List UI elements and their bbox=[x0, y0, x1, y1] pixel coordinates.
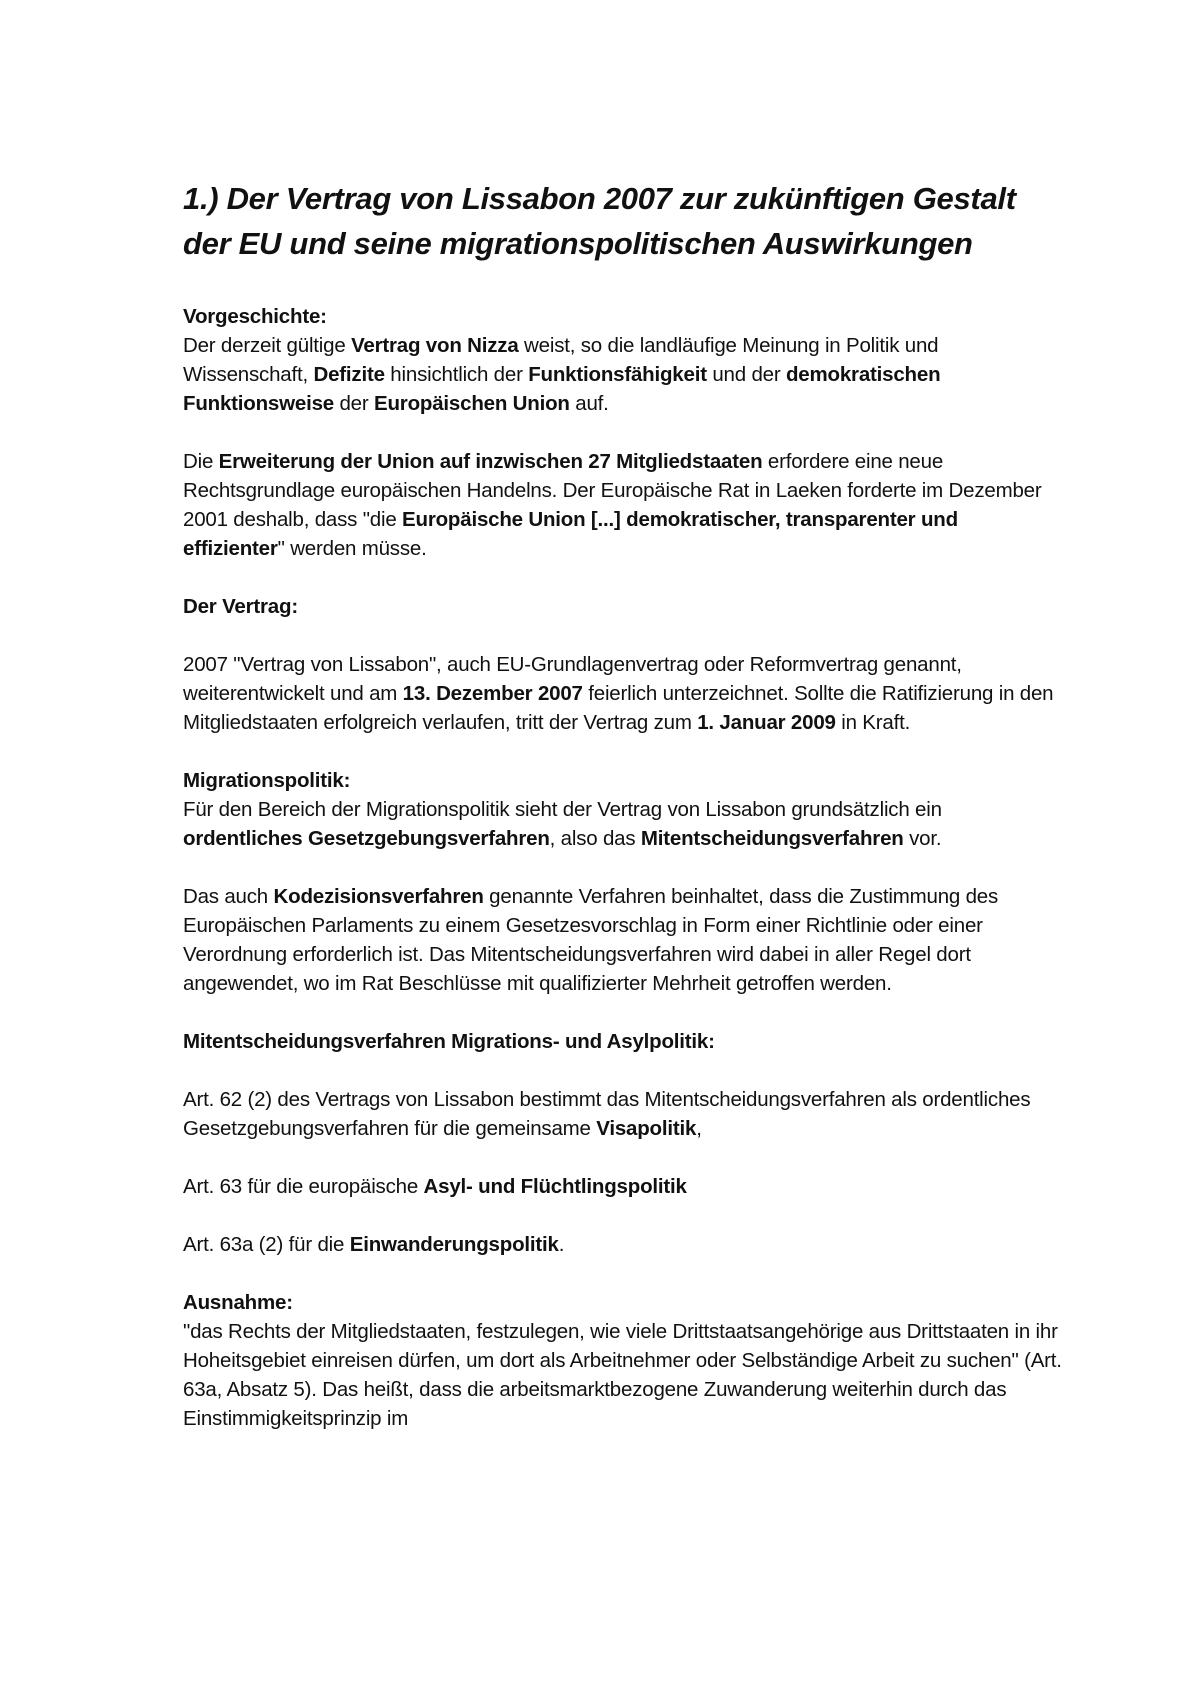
paragraph-mitentscheidung-3: Art. 63a (2) für die Einwanderungspolitik. bbox=[183, 1233, 565, 1256]
paragraph-migrationspolitik-1: Für den Bereich der Migrationspolitik sieht der Vertrag von Lissabon grundsätzlich ein ordentliches Gesetzgebungsverfahren, also das Mitentscheidungsverfahren vor. bbox=[183, 798, 942, 850]
paragraph-ausnahme-1: "das Rechts der Mitgliedstaaten, festzulegen, wie viele Drittstaatsangehörige aus Drittstaaten in ihr Hoheitsgebiet einreisen dürfen, um dort als Arbeitnehmer oder Selbständige Arbeit zu suchen" (Art. 63a, Absatz 5). Das heißt, dass die arbeitsmarktbezogene Zuwanderung weiterhin durch das Einstimmigkeitsprinzip im bbox=[183, 1320, 1062, 1430]
section-heading-vertrag: Der Vertrag: bbox=[183, 595, 298, 618]
section-heading-migrationspolitik: Migrationspolitik: bbox=[183, 769, 351, 792]
section-heading-ausnahme: Ausnahme: bbox=[183, 1291, 293, 1314]
document-body bbox=[183, 176, 1063, 1433]
section-heading-mitentscheidung: Mitentscheidungsverfahren Migrations- und Asylpolitik: bbox=[183, 1030, 715, 1053]
document-title: 1.) Der Vertrag von Lissabon 2007 zur zukünftigen Gestalt der EU und seine migrationspolitischen Auswirkungen bbox=[183, 181, 1016, 261]
paragraph-vorgeschichte-1: Der derzeit gültige Vertrag von Nizza weist, so die landläufige Meinung in Politik und Wissenschaft, Defizite hinsichtlich der Funktionsfähigkeit und der demokratischen Funktionsweise der Europäischen Union auf. bbox=[183, 334, 941, 415]
paragraph-vorgeschichte-2: Die Erweiterung der Union auf inzwischen 27 Mitgliedstaaten erfordere eine neue Rechtsgrundlage europäischen Handelns. Der Europäische Rat in Laeken forderte im Dezember 2001 deshalb, dass "die Europäische Union [...] demokratischer, transparenter und effizienter" werden müsse. bbox=[183, 450, 1042, 560]
paragraph-migrationspolitik-2: Das auch Kodezisionsverfahren genannte Verfahren beinhaltet, dass die Zustimmung des Europäischen Parlaments zu einem Gesetzesvorschlag in Form einer Richtlinie oder einer Verordnung erforderlich ist. Das Mitentscheidungsverfahren wird dabei in aller Regel dort angewendet, wo im Rat Beschlüsse mit qualifizierter Mehrheit getroffen werden. bbox=[183, 885, 999, 995]
paragraph-vertrag-1: 2007 "Vertrag von Lissabon", auch EU-Grundlagenvertrag oder Reformvertrag genannt, weiterentwickelt und am 13. Dezember 2007 feierlich unterzeichnet. Sollte die Ratifizierung in den Mitgliedstaaten erfolgreich verlaufen, tritt der Vertrag zum 1. Januar 2009 in Kraft. bbox=[183, 653, 1054, 734]
paragraph-mitentscheidung-1: Art. 62 (2) des Vertrags von Lissabon bestimmt das Mitentscheidungsverfahren als ordentliches Gesetzgebungsverfahren für die gemeinsame Visapolitik, bbox=[183, 1088, 1031, 1140]
section-heading-vorgeschichte: Vorgeschichte: bbox=[183, 305, 327, 328]
paragraph-mitentscheidung-2: Art. 63 für die europäische Asyl- und Flüchtlingspolitik bbox=[183, 1175, 687, 1198]
